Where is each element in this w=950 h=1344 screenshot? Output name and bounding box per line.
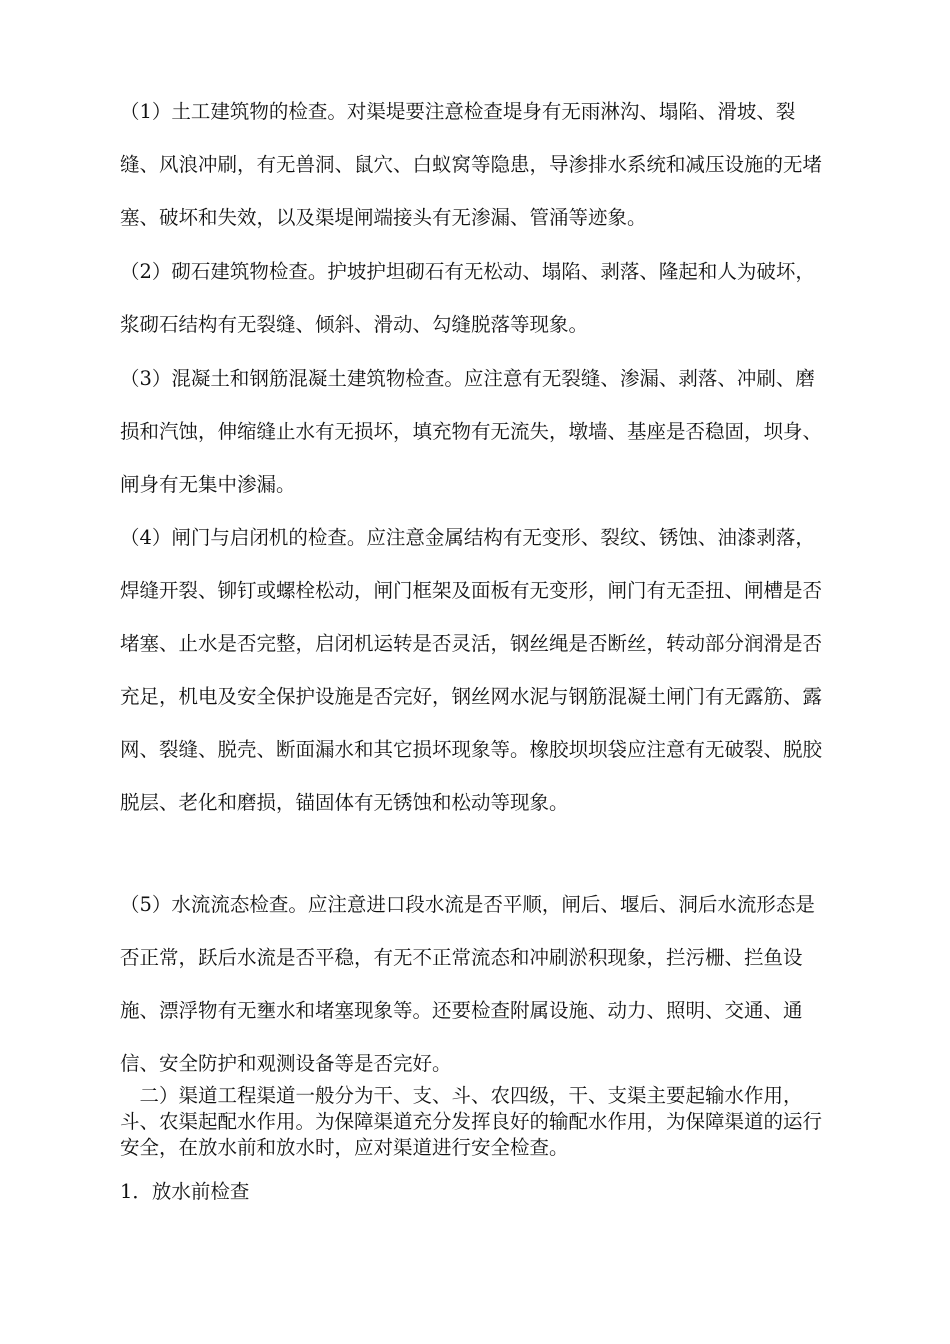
paragraph-earthwork-inspection: （1）土工建筑物的检查。对渠堤要注意检查堤身有无雨淋沟、塌陷、滑坡、裂缝、风浪冲刷，有无兽洞、鼠穴、白蚁窝等隐患，导渗排水系统和减压设施的无堵塞、破坏和失效，以及渠堤闸端接头有无渗漏、管涌等迹象。 xyxy=(120,100,823,229)
paragraph-canal-engineering: 二）渠道工程渠道一般分为干、支、斗、农四级，干、支渠主要起输水作用，斗、农渠起配水作用。为保障渠道充分发挥良好的输配水作用，为保障渠道的运行安全，在放水前和放水时，应对渠道进行安全检查。 xyxy=(120,1084,823,1159)
paragraph-flow-pattern-inspection: （5）水流流态检查。应注意进口段水流是否平顺，闸后、堰后、洞后水流形态是否正常，跃后水流是否平稳，有无不正常流态和冲刷淤积现象，拦污栅、拦鱼设施、漂浮物有无壅水和堵塞现象等。还要检查附属设施、动力、照明、交通、通信、安全防护和观测设备等是否完好。 xyxy=(120,893,815,1075)
paragraph-concrete-inspection: （3）混凝土和钢筋混凝土建筑物检查。应注意有无裂缝、渗漏、剥落、冲刷、磨损和汽蚀，伸缩缝止水有无损坏，填充物有无流失，墩墙、基座是否稳固，坝身、闸身有无集中渗漏。 xyxy=(120,367,823,496)
paragraph-gate-hoist-inspection: （4）闸门与启闭机的检查。应注意金属结构有无变形、裂纹、锈蚀、油漆剥落，焊缝开裂、铆钉或螺栓松动，闸门框架及面板有无变形，闸门有无歪扭、闸槽是否堵塞、止水是否完整，启闭机运转是否灵活，钢丝绳是否断丝，转动部分润滑是否充足，机电及安全保护设施是否完好，钢丝网水泥与钢筋混凝土闸门有无露筋、露网、裂缝、脱壳、断面漏水和其它损坏现象等。橡胶坝坝袋应注意有无破裂、脱胶脱层、老化和磨损，锚固体有无锈蚀和松动等现象。 xyxy=(120,526,823,814)
paragraph-masonry-inspection: （2）砌石建筑物检查。护坡护坦砌石有无松动、塌陷、剥落、隆起和人为破坏，浆砌石结构有无裂缝、倾斜、滑动、勾缝脱落等现象。 xyxy=(120,260,815,336)
section-heading-pre-release-check: 1．放水前检查 xyxy=(120,1180,250,1203)
